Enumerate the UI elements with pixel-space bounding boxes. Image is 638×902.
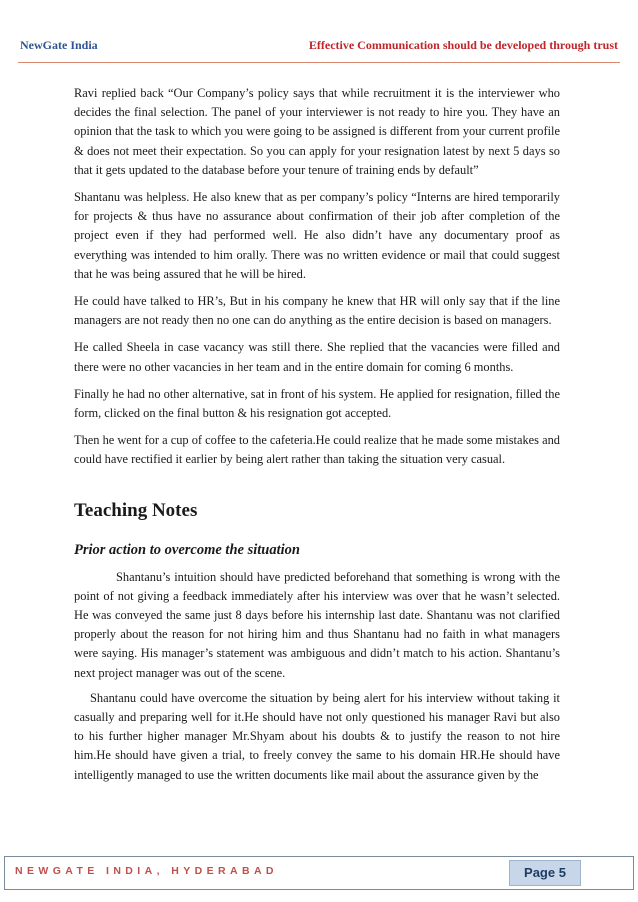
page-number-badge: Page 5	[509, 860, 581, 886]
story-paragraph: Ravi replied back “Our Company’s policy says that while recruitment it is the interviewer who decides the final selection. The panel of your interviewer is not ready to hire you. They have an opinion that the task to which you were going to be assigned is different from your current profile & does not meet their expectation. So you can apply for your resignation latest by next 5 days so that it gets updated to the database before your tenure of training ends by default”	[74, 86, 560, 177]
story-paragraph: Then he went for a cup of coffee to the cafeteria.He could realize that he made some mistakes and could have rectified it earlier by being alert rather than taking the situation very casual.	[74, 433, 560, 467]
header-document-title: Effective Communication should be developed through trust	[308, 38, 618, 52]
header-org-name: NewGate India	[20, 38, 98, 52]
notes-paragraph: Shantanu’s intuition should have predicted beforehand that something is wrong with the point of not giving a feedback immediately after his interview was over that he wasn’t selected. He was conveyed the same just 8 days before his internship last date. Shantanu was not clarified properly about the reason for not hiring him and thus Shantanu had no faith in what managers were saying. His manager’s statement was ambiguous and didn’t match to his action. Shantanu’s next project manager was out of the scene.	[74, 569, 560, 680]
page-header	[18, 30, 620, 63]
page-content	[74, 84, 560, 785]
section-title: Teaching Notes	[74, 499, 198, 521]
footer-location: NEWGATE INDIA, HYDERABAD	[15, 865, 278, 877]
story-paragraph: He could have talked to HR’s, But in his company he knew that HR will only say that if the line managers are not ready then no one can do anything as the entire decision is based on managers.	[74, 294, 560, 328]
notes-paragraph: Shantanu could have overcome the situation by being alert for his interview without taking it casually and preparing well for it.He should have not only questioned his manager Ravi but also to his further higher manager Mr.Shyam about his doubts & to justify the reason to not hire him.He should have given a trial, to freely convey the same to his domain HR.He should have intelligently managed to use the written documents like mail about the assurance given by the	[74, 690, 560, 782]
page-footer	[4, 856, 634, 890]
story-paragraph: He called Sheela in case vacancy was still there. She replied that the vacancies were filled and there were no other vacancies in her team and in the entire domain for coming 6 months.	[74, 340, 560, 374]
story-paragraph: Finally he had no other alternative, sat in front of his system. He applied for resignation, filled the form, clicked on the final button & his resignation got accepted.	[74, 386, 560, 421]
story-paragraph: Shantanu was helpless. He also knew that as per company’s policy “Interns are hired temporarily for projects & thus have no assurance about confirmation of their job after completion of the project even if they had performed well. He also didn’t have any documentary proof as everything was intended to him orally. There was no written evidence or mail that could suggest that he was being assured that he will be hired.	[74, 190, 560, 281]
subsection-title: Prior action to overcome the situation	[74, 541, 300, 558]
